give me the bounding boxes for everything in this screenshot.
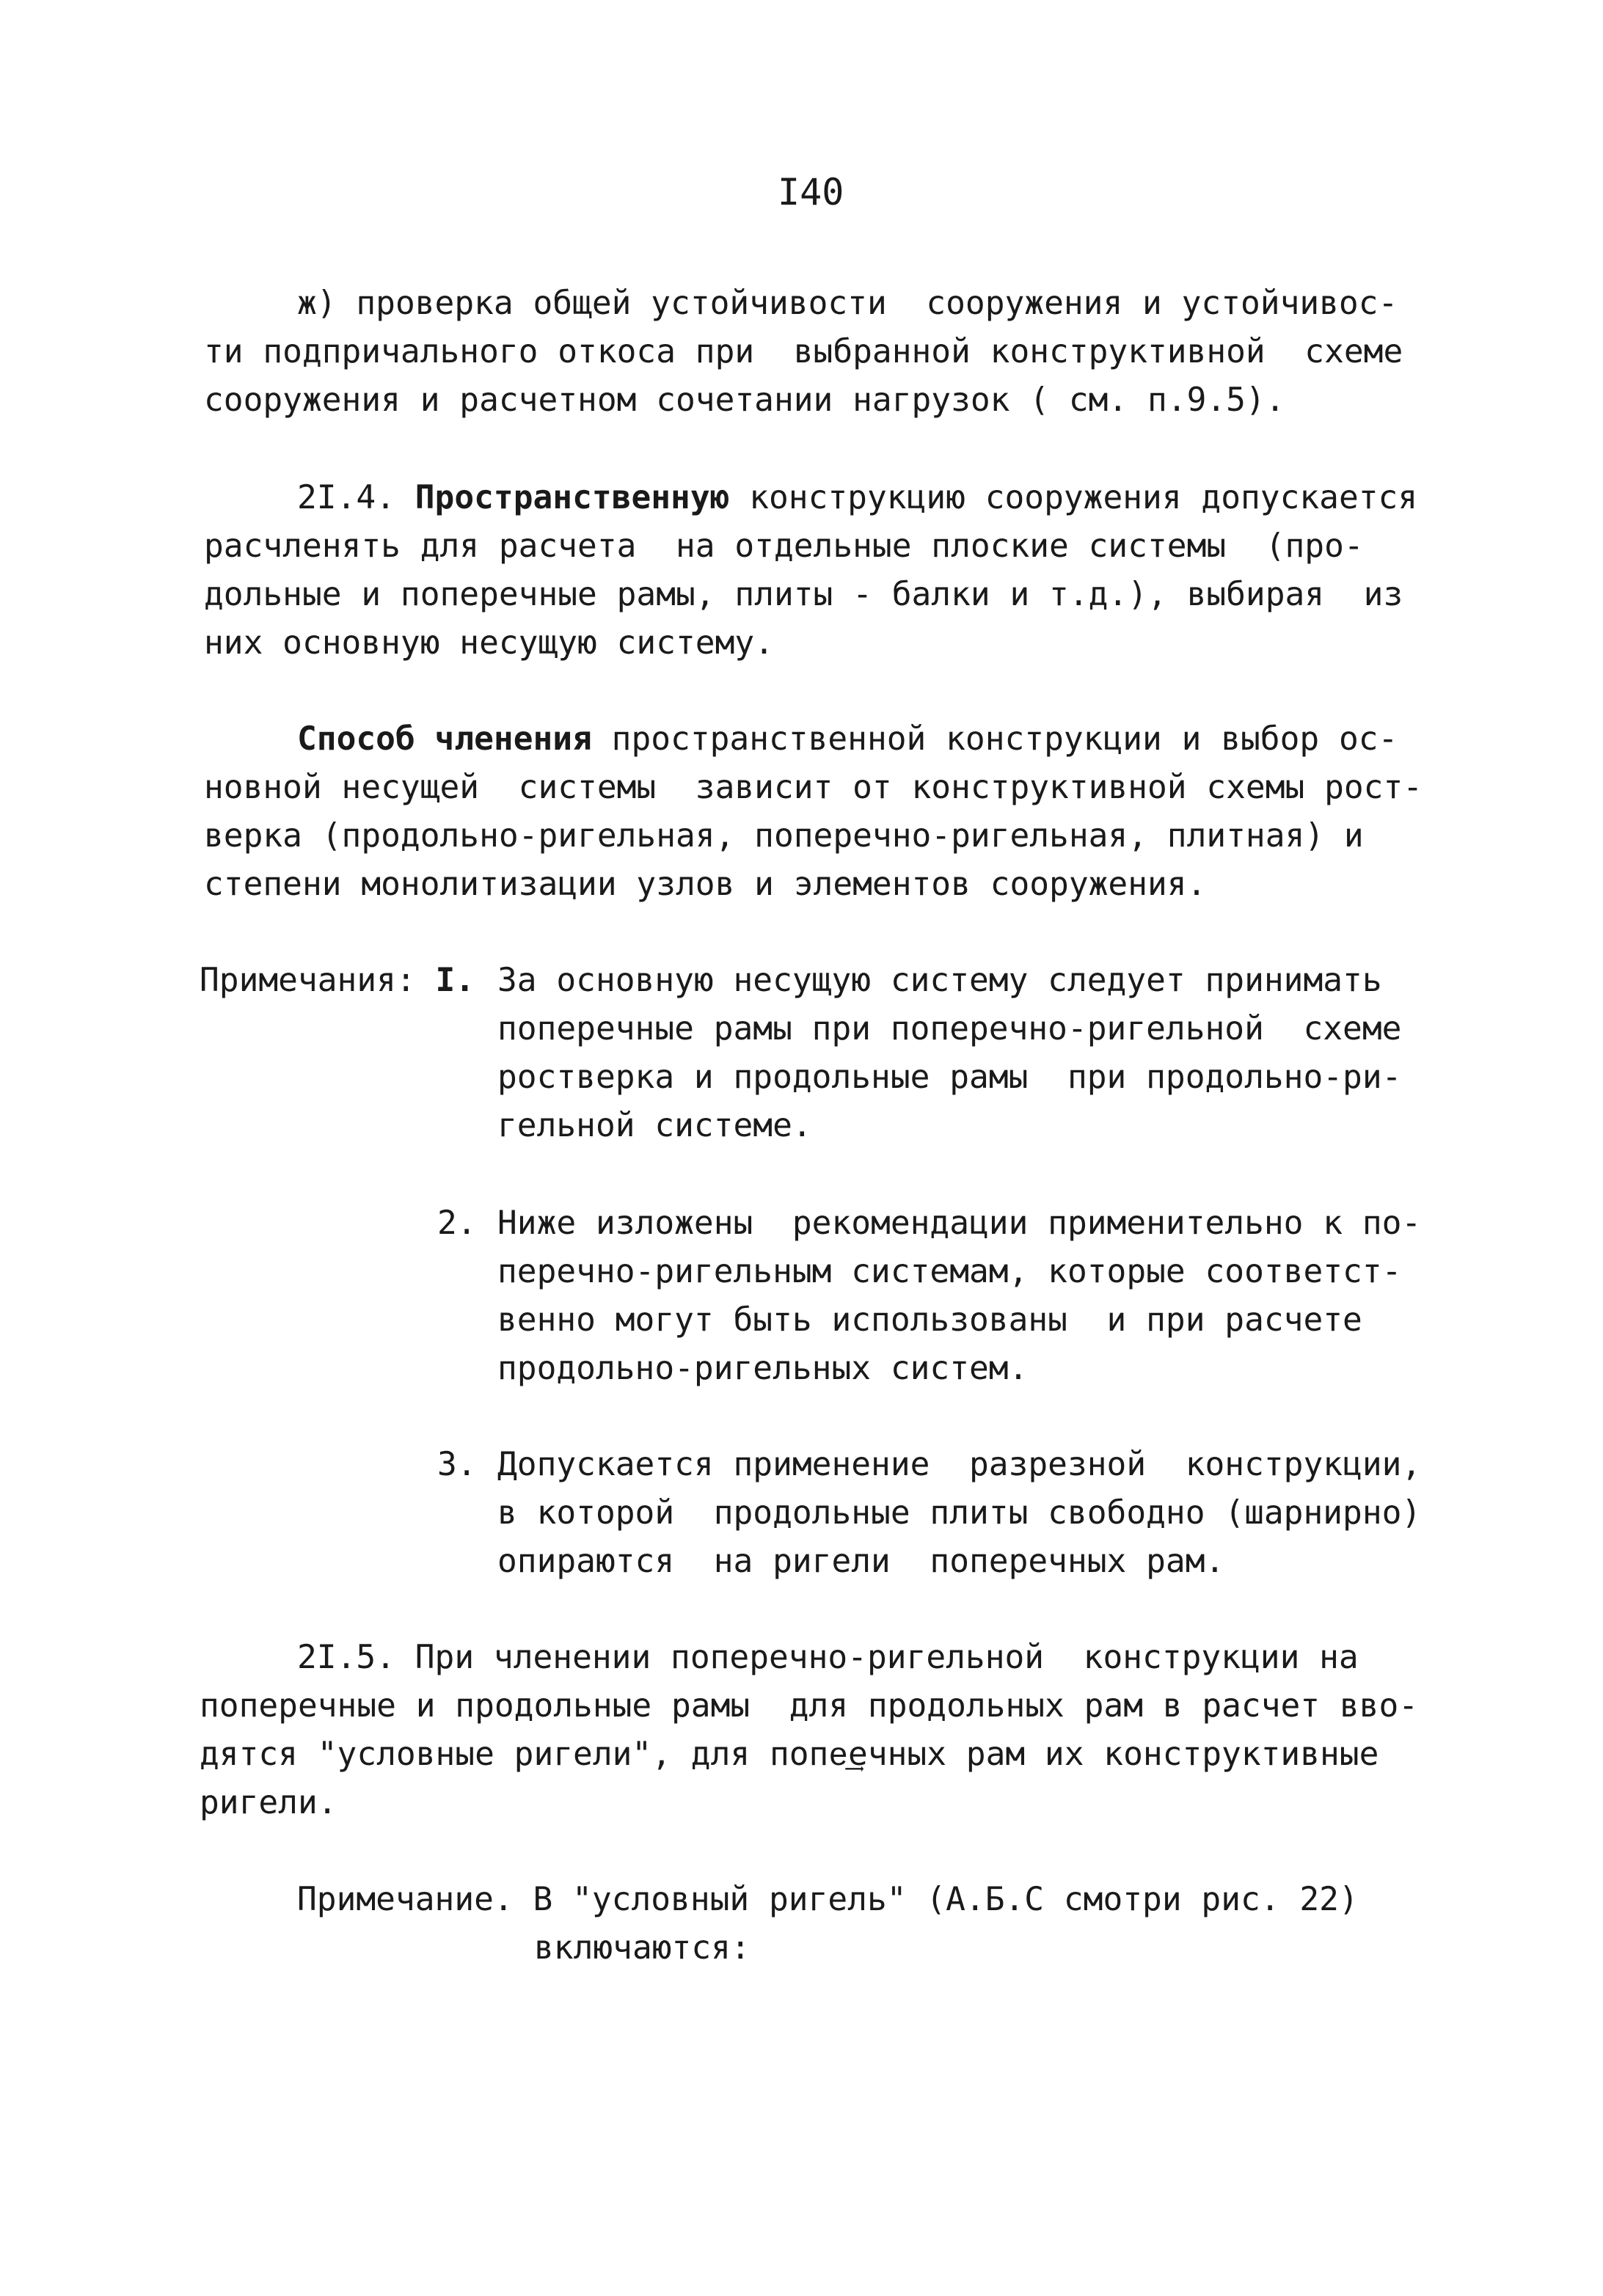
paragraph-line: ж) проверка общей устойчивости сооружения и устойчивос- [297, 285, 1398, 322]
note-line: поперечные рамы при поперечно-ригельной схеме [497, 1010, 1402, 1048]
paragraph-line [297, 720, 1398, 758]
note-line: венно могут быть использованы и при расчете [497, 1301, 1362, 1339]
note-line: гельной системе. [497, 1107, 812, 1144]
paragraph-line: новной несущей системы зависит от конструктивной схемы рост- [204, 769, 1423, 806]
line-text: пространственной конструкции и выбор ос- [591, 720, 1398, 758]
note-line: опираются на ригели поперечных рам. [497, 1543, 1225, 1580]
paragraph-line: ригели. [200, 1784, 337, 1821]
paragraph-line: них основную несущую систему. [204, 624, 774, 662]
bold-term: Пространственную [415, 479, 730, 516]
bold-term: Способ членения [297, 720, 592, 758]
notes-heading [200, 962, 475, 999]
paragraph-line: ти подпричального откоса при выбранной конструктивной схеме [204, 333, 1403, 370]
paragraph-line: дольные и поперечные рамы, плиты - балки и т.д.), выбирая из [204, 576, 1403, 613]
note-line: За основную несущую систему следует принимать [497, 962, 1382, 999]
note-line: продольно-ригельных систем. [497, 1350, 1029, 1387]
paragraph-line: поперечные и продольные рамы для продольных рам в расчет вво- [200, 1687, 1419, 1725]
paragraph-line: дятся "условные ригели", для попе͢ечных рам их конструктивные [200, 1736, 1379, 1773]
note-line: перечно-ригельным системам, которые соответст- [497, 1253, 1402, 1290]
paragraph-line: степени монолитизации узлов и элементов сооружения. [204, 866, 1207, 903]
note-marker: 2. [437, 1204, 477, 1242]
note-marker: I. [435, 962, 475, 999]
paragraph-line: сооружения и расчетном сочетании нагрузок ( см. п.9.5). [204, 381, 1285, 419]
note-line: включаются: [534, 1929, 751, 1967]
note-line: в которой продольные плиты свободно (шарнирно) [497, 1494, 1422, 1532]
paragraph-line: расчленять для расчета на отдельные плоские системы (про- [204, 527, 1364, 565]
note-line: Допускается применение разрезной конструкции, [497, 1446, 1422, 1483]
paragraph-line: 2I.5. При членении поперечно-ригельной конструкции на [297, 1639, 1359, 1676]
notes-heading-label: Примечания: [200, 962, 416, 999]
line-text: конструкцию сооружения допускается [729, 479, 1418, 516]
paragraph-line: верка (продольно-ригельная, поперечно-ригельная, плитная) и [204, 817, 1364, 855]
note-line: ростверка и продольные рамы при продольно-ри- [497, 1059, 1402, 1096]
paragraph-line [297, 479, 1418, 516]
note-marker: 3. [437, 1446, 477, 1483]
note-line: Примечание. В "условный ригель" (А.Б.С смотри рис. 22) [297, 1881, 1359, 1918]
section-number: 2I.4. [297, 479, 395, 516]
page-number: I40 [778, 171, 844, 213]
note-line: Ниже изложены рекомендации применительно к по- [497, 1204, 1422, 1242]
